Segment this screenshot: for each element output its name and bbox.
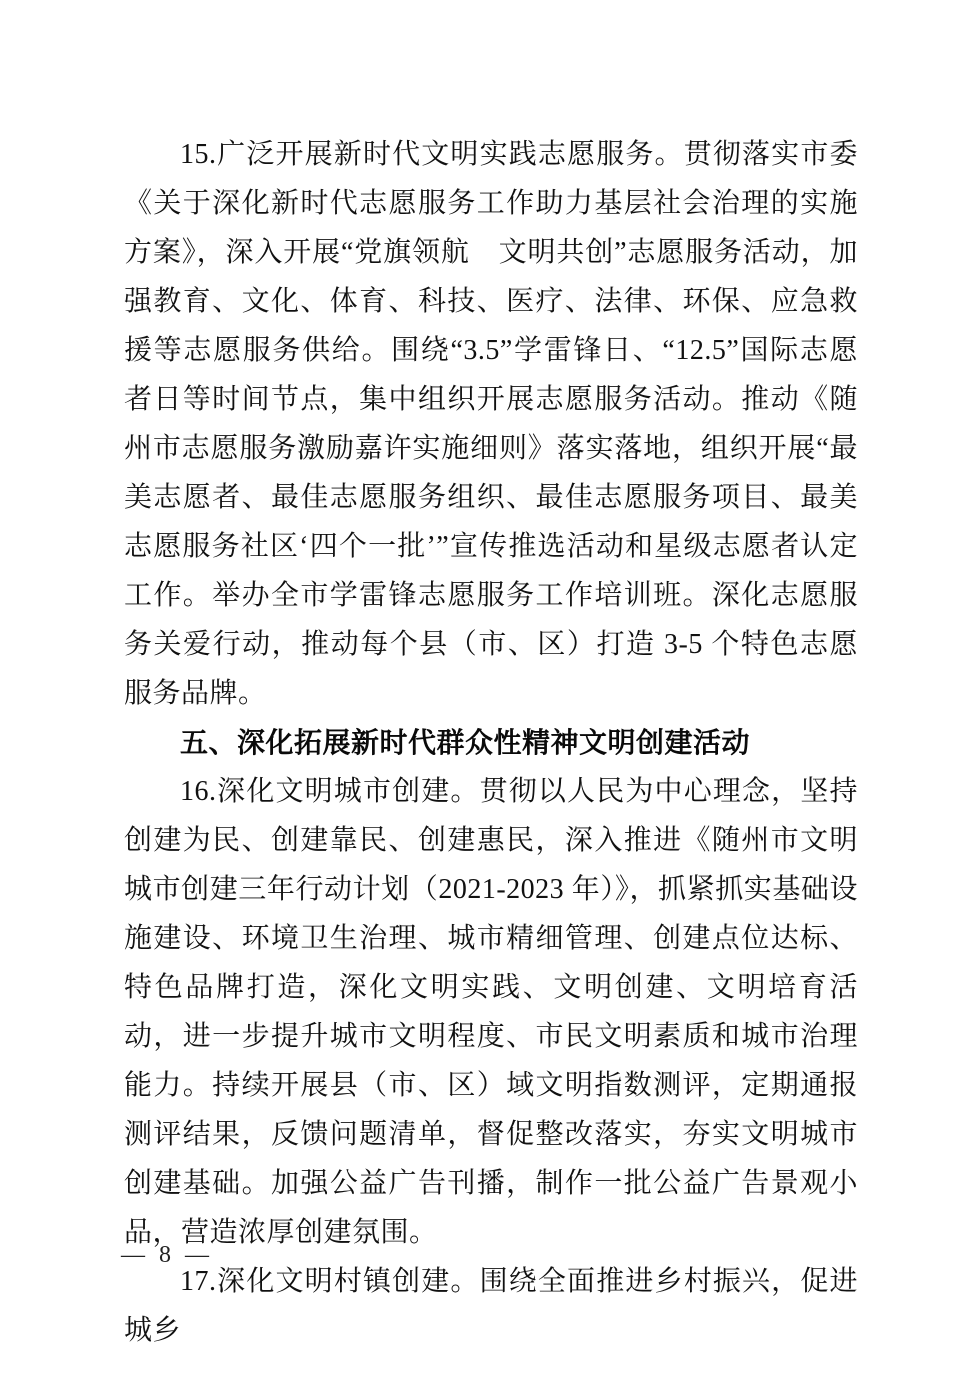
page-number: — 8 —	[121, 1242, 213, 1268]
paragraph-17-civilized-villages: 17.深化文明村镇创建。围绕全面推进乡村振兴，促进城乡	[124, 1266, 858, 1346]
paragraph-15-volunteer-service: 15.广泛开展新时代文明实践志愿服务。贯彻落实市委《关于深化新时代志愿服务工作助力基层社会治理的实施方案》，深入开展“党旗领航 文明共创”志愿服务活动，加强教育、文化、体育、科技、医疗、法律、环保、应急救援等志愿服务供给。围绕“3.5”学雷锋日、“12.5”国际志愿者日等时间节点，集中组织开展志愿服务活动。推动《随州市志愿服务激励嘉许实施细则》落实落地，组织开展“最美志愿者、最佳志愿服务组织、最佳志愿服务项目、最美志愿服务社区‘四个一批’”宣传推选活动和星级志愿者认定工作。举办全市学雷锋志愿服务工作培训班。深化志愿服务关爱行动，推动每个县（市、区）打造 3-5 个特色志愿服务品牌。	[124, 139, 858, 709]
document-body	[124, 130, 858, 1355]
paragraph-16-civilized-city: 16.深化文明城市创建。贯彻以人民为中心理念，坚持创建为民、创建靠民、创建惠民，深入推进《随州市文明城市创建三年行动计划（2021-2023 年）》，抓紧抓实基础设施建设、环境卫生治理、城市精细管理、创建点位达标、特色品牌打造，深化文明实践、文明创建、文明培育活动，进一步提升城市文明程度、市民文明素质和城市治理能力。持续开展县（市、区）域文明指数测评，定期通报测评结果，反馈问题清单，督促整改落实，夯实文明城市创建基础。加强公益广告刊播，制作一批公益广告景观小品，营造浓厚创建氛围。	[124, 776, 858, 1248]
section-heading-5: 五、深化拓展新时代群众性精神文明创建活动	[180, 727, 751, 758]
